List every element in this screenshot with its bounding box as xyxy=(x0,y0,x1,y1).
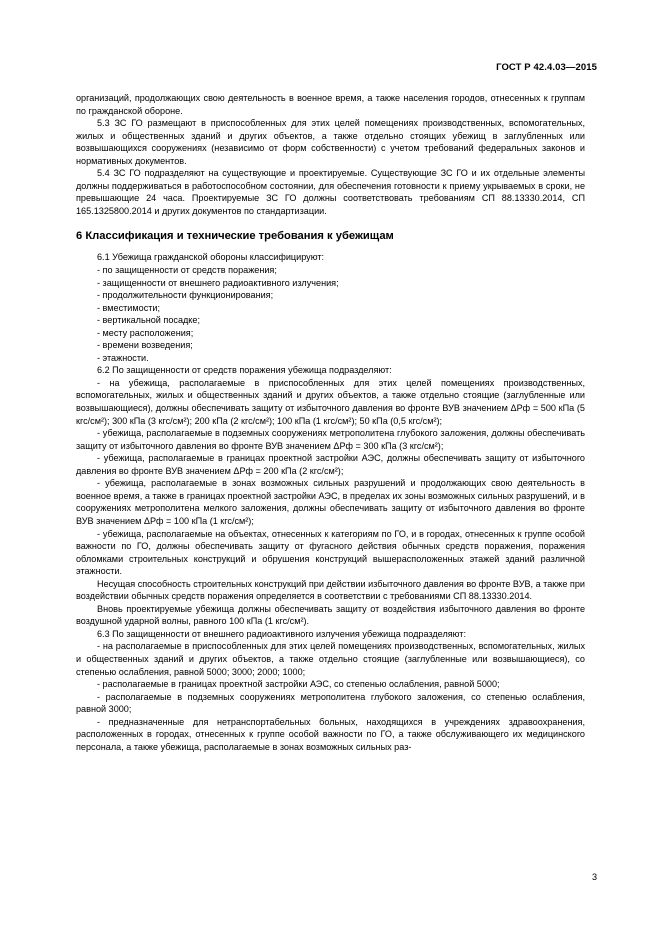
document-header: ГОСТ Р 42.4.03—2015 xyxy=(496,62,597,73)
list-item: - на убежища, располагаемые в приспособленных для этих целей помещениях производственных, вспомогательных, жилых и общественных зданий и других объектов, а также отдельно стоящие (заглубленные или возвышающиеся), должны обеспечивать защиту от избыточного давления во фронте ВУВ значением ΔPф = 500 кПа (5 кгс/см²); 300 кПа (3 кгс/см²); 200 кПа (2 кгс/см²); 100 кПа (1 кгс/см²); 50 кПа (0,5 кгс/см²); xyxy=(76,377,585,426)
list-item: - месту расположения; xyxy=(97,327,194,338)
paragraph: Вновь проектируемые убежища должны обеспечивать защиту от воздействия избыточного давления во фронте воздушной ударной волны, равного 100 кПа (1 кгс/см²). xyxy=(76,603,585,627)
paragraph: 6.3 По защищенности от внешнего радиоактивного излучения убежища подразделяют: xyxy=(97,628,466,639)
paragraph: 5.4 ЗС ГО подразделяют на существующие и проектируемые. Существующие ЗС ГО и их отдельные элементы должны поддерживаться в работоспособном состоянии, для обеспечения готовности к приему укрываемых в сроки, не превышающие 24 часа. Проектируемые ЗС ГО должны соответствовать требованиям СП 88.13330.2014, СП 165.1325800.2014 и других документов по стандартизации. xyxy=(76,168,585,216)
paragraph: 5.3 ЗС ГО размещают в приспособленных для этих целей помещениях производственных, вспомогательных, жилых и общественных зданий и других объектов, а также отдельно стоящих убежищ в заглубленных или возвышающихся сооружениях (независимо от форм собственности) с учетом требований федеральных законов и нормативных документов. xyxy=(76,118,585,166)
paragraph: 6.2 По защищенности от средств поражения убежища подразделяют: xyxy=(97,365,392,376)
list-item: - вертикальной посадке; xyxy=(97,315,200,326)
paragraph: Несущая способность строительных конструкций при действии избыточного давления во фронте ВУВ, а также при воздействии обычных средств поражения определяется в соответствии с требованиями СП 88.13330.2014. xyxy=(76,578,585,602)
paragraph: организаций, продолжающих свою деятельность в военное время, а также населения городов, отнесенных к группам по гражданской обороне. xyxy=(76,93,585,116)
page-number: 3 xyxy=(591,872,597,882)
list-item: - времени возведения; xyxy=(97,340,193,351)
list-item: - убежища, располагаемые на объектах, отнесенных к категориям по ГО, и в городах, отнесенных к группе особой важности по ГО, должны обеспечивать защиту от фугасного действия обычных средств поражения, поражения обломками строительных конструкций и обрушения конструкций вышерасположенных этажей зданий различной этажности. xyxy=(76,528,585,577)
list-item: - этажности. xyxy=(97,352,149,363)
list-item: - предназначенные для нетранспортабельных больных, находящихся в учреждениях здравоохранения, расположенных в городах, отнесенных к группе особой важности по ГО, а также обслуживающего их медицинского персонала, а также убежища, располагаемые в зонах возможных сильных раз- xyxy=(76,716,585,752)
document-body xyxy=(76,92,585,753)
list-item: - на располагаемые в приспособленных для этих целей помещениях производственных, вспомогательных, жилых и общественных зданий и других объектов, а также отдельно стоящие (заглубленные или возвышающиеся), со степенью ослабления, равной 5000; 3000; 2000; 1000; xyxy=(76,641,585,677)
list-item: - располагаемые в границах проектной застройки АЭС, со степенью ослабления, равной 5000; xyxy=(97,679,500,690)
list-item: - продолжительности функционирования; xyxy=(97,290,274,301)
list-item: - защищенности от внешнего радиоактивного излучения; xyxy=(97,277,339,288)
list-item: - убежища, располагаемые в зонах возможных сильных разрушений и продолжающих свою деятельность в военное время, а также в границах проектной застройки АЭС, в пределах их зоны возможных сильных разрушений, и в сооружениях метрополитена мелкого заложения, должны обеспечивать защиту от избыточного давления во фронте ВУВ значением ΔPф = 100 кПа (1 кгс/см²); xyxy=(76,478,585,526)
list-item: - вместимости; xyxy=(97,302,161,313)
list-item: - убежища, располагаемые в границах проектной застройки АЭС, должны обеспечивать защиту от избыточного давления во фронте ВУВ значением ΔPф = 200 кПа (2 кгс/см²); xyxy=(76,453,585,476)
list-item: - располагаемые в подземных сооружениях метрополитена глубокого заложения, со степенью ослабления, равной 3000; xyxy=(76,691,585,715)
list-item: - убежища, располагаемые в подземных сооружениях метрополитена глубокого заложения, должны обеспечивать защиту от избыточного давления во фронте ВУВ значением ΔPф = 300 кПа (3 кгс/см²); xyxy=(76,428,585,451)
section-heading: 6 Классификация и технические требования к убежищам xyxy=(76,230,394,243)
list-item: - по защищенности от средств поражения; xyxy=(97,265,277,276)
paragraph: 6.1 Убежища гражданской обороны классифицируют: xyxy=(97,252,325,263)
